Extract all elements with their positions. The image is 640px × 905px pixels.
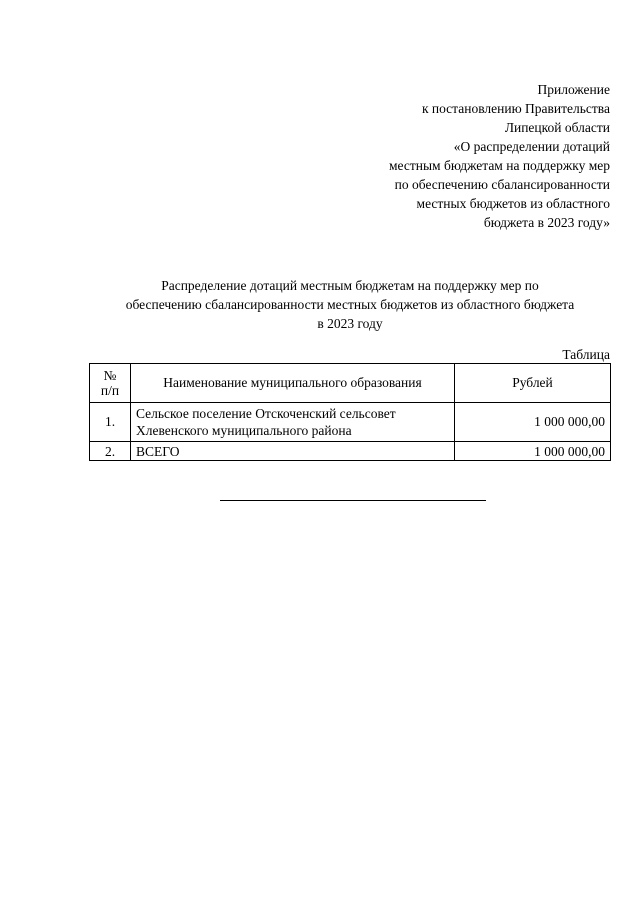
table-row-total xyxy=(90,442,611,461)
row-name xyxy=(131,403,455,442)
appendix-line: к постановлению Правительства xyxy=(421,101,610,116)
header-number xyxy=(90,364,131,403)
closing-rule-divider xyxy=(220,500,486,501)
header-name: Наименование муниципального образования xyxy=(131,364,455,403)
document-title xyxy=(60,276,640,333)
appendix-line: местным бюджетам на поддержку мер xyxy=(389,158,610,173)
appendix-line: Приложение xyxy=(537,82,610,97)
row-name-line1: Сельское поселение Отскоченский сельсовет xyxy=(136,406,396,421)
appendix-line: «О распределении дотаций xyxy=(453,139,610,154)
appendix-line: Липецкой области xyxy=(504,120,610,135)
header-number-line2: п/п xyxy=(100,383,120,398)
row-number: 2. xyxy=(90,442,131,461)
row-number: 1. xyxy=(90,403,131,442)
appendix-block xyxy=(389,80,610,232)
header-sum: Рублей xyxy=(455,364,611,403)
table-row xyxy=(90,403,611,442)
row-name: ВСЕГО xyxy=(131,442,455,461)
appendix-line: бюджета в 2023 году» xyxy=(483,215,610,230)
title-line: в 2023 году xyxy=(317,316,383,331)
table-caption: Таблица xyxy=(562,347,610,362)
appendix-line: местных бюджетов из областного xyxy=(416,196,610,211)
row-name-line2: Хлевенского муниципального района xyxy=(136,423,352,438)
row-sum: 1 000 000,00 xyxy=(455,403,611,442)
title-line: обеспечению сбалансированности местных бюджетов из областного бюджета xyxy=(125,297,575,312)
table-header-row xyxy=(90,364,611,403)
header-number-line1: № xyxy=(103,368,117,383)
title-line: Распределение дотаций местным бюджетам на поддержку мер по xyxy=(161,278,539,293)
appendix-line: по обеспечению сбалансированности xyxy=(394,177,610,192)
row-sum: 1 000 000,00 xyxy=(455,442,611,461)
subsidy-table xyxy=(89,363,611,461)
